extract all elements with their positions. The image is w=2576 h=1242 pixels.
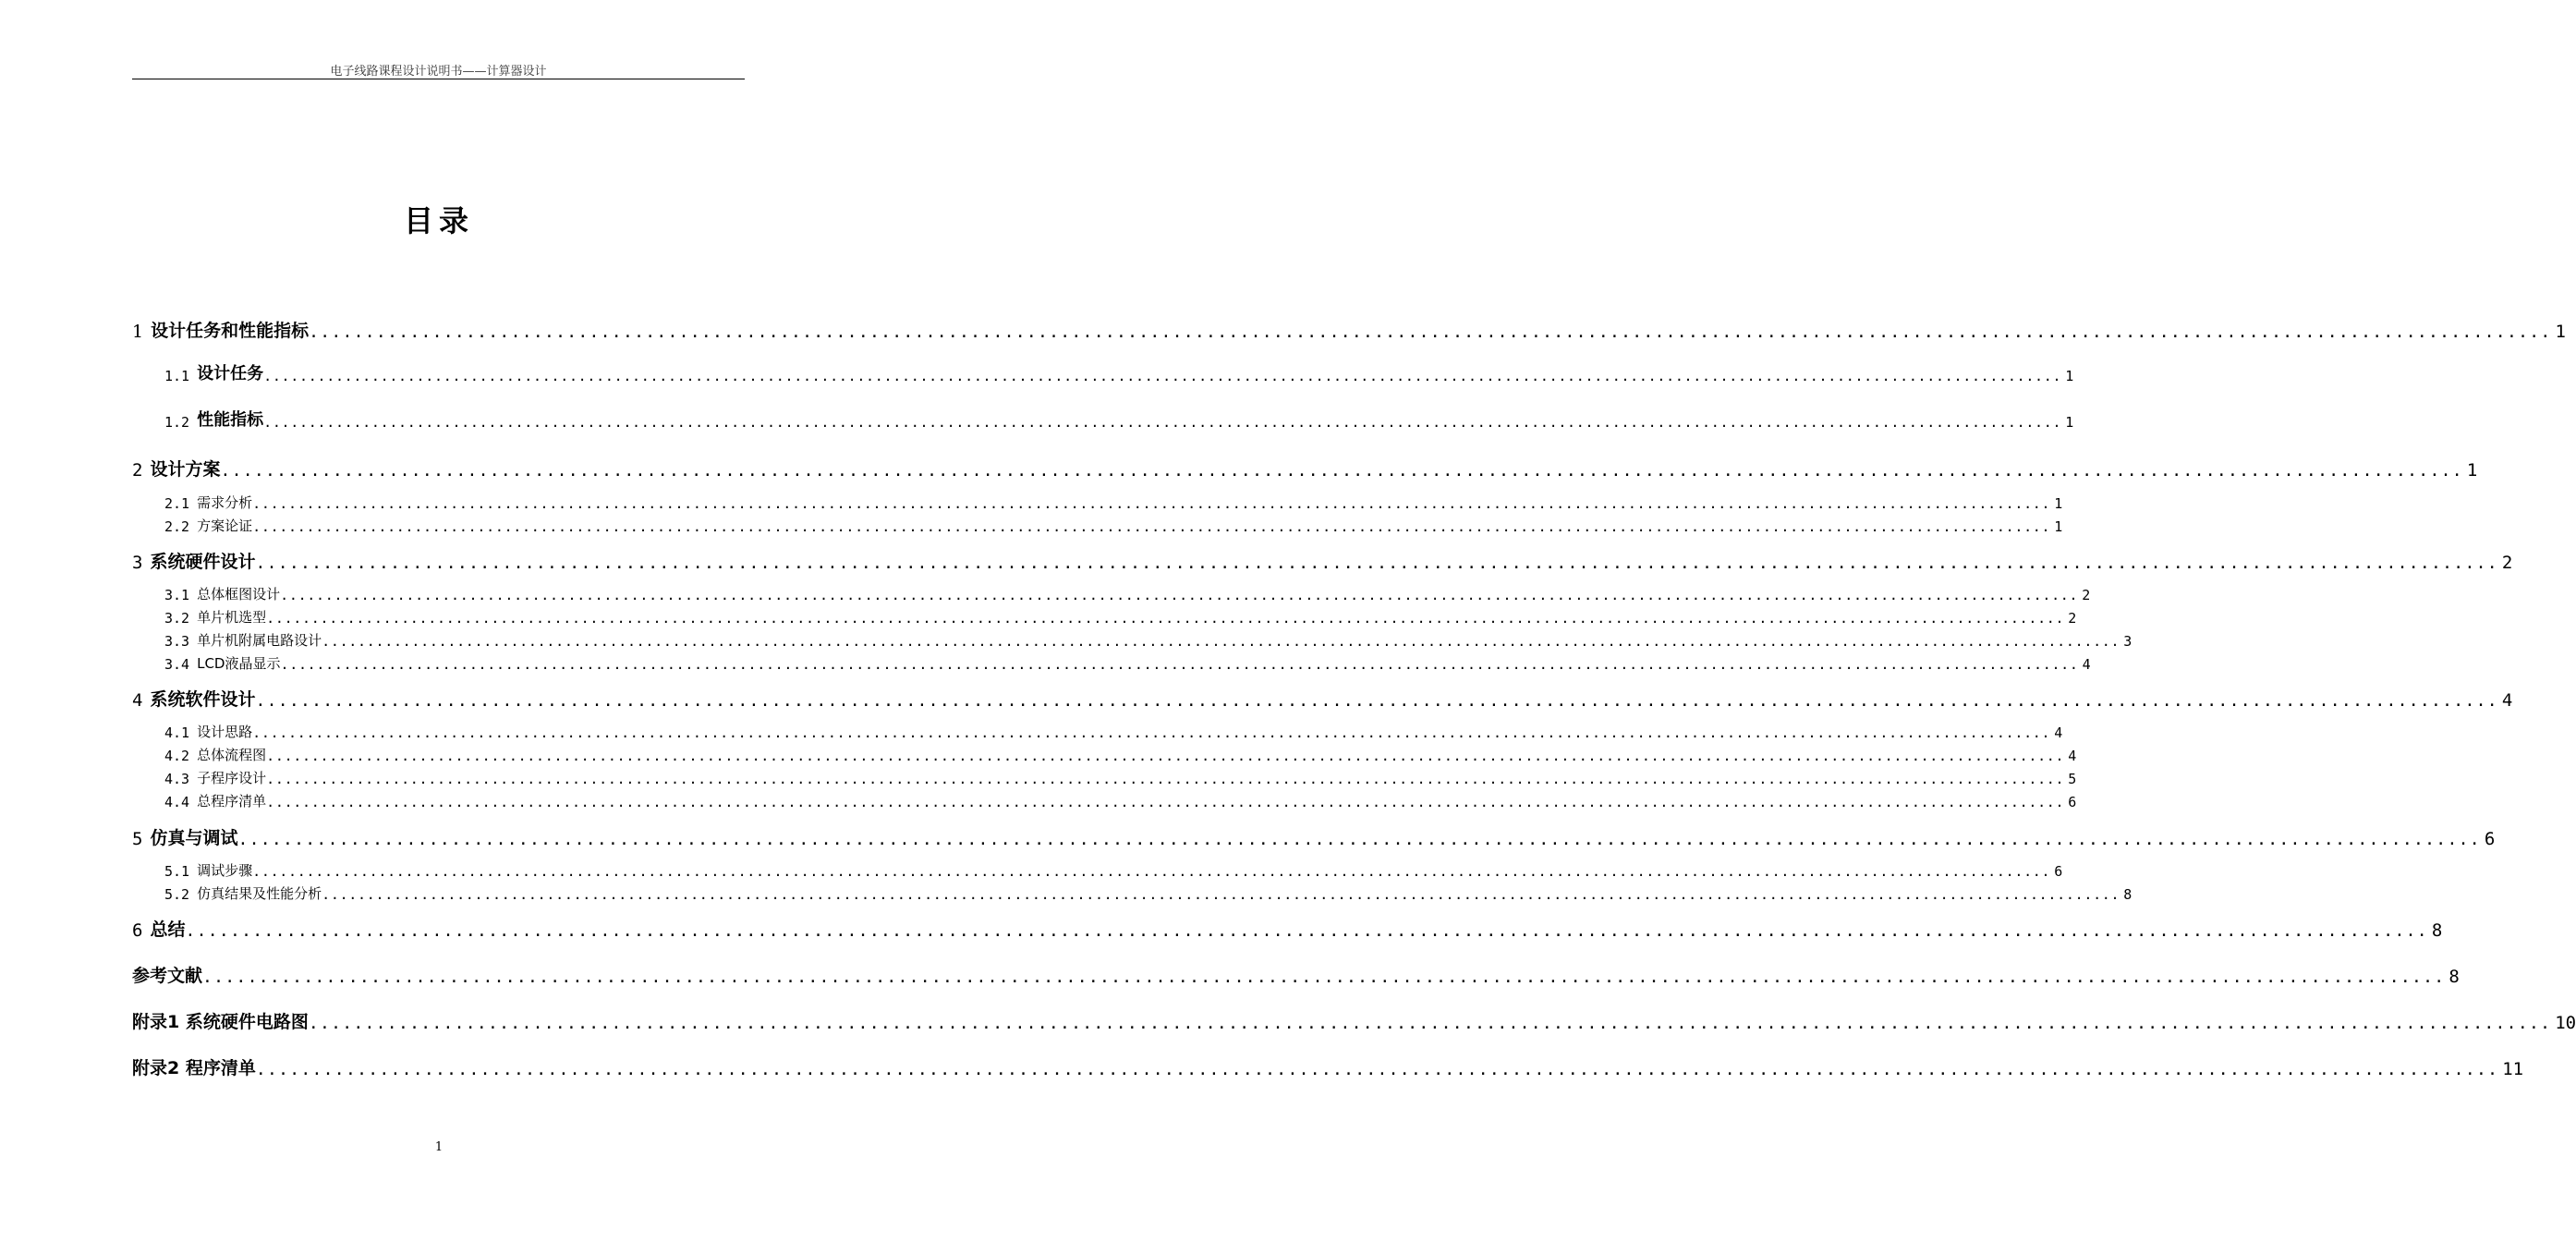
toc-entry-page: 2 bbox=[2068, 610, 2077, 627]
toc-entry-title: 设计任务 bbox=[197, 364, 264, 384]
toc-entry-number: 1.1 bbox=[164, 368, 190, 384]
toc-entry[interactable] bbox=[164, 790, 2077, 810]
toc-entry-title: 设计方案 bbox=[150, 459, 221, 480]
toc-entry-page: 8 bbox=[2123, 886, 2132, 903]
toc-entry[interactable] bbox=[132, 1053, 2524, 1079]
toc-leader-dots: ........................................................................................................................................................................................................ bbox=[322, 886, 2120, 903]
toc-entry-title: 性能指标 bbox=[197, 410, 264, 430]
toc-entry[interactable] bbox=[164, 883, 2132, 903]
toc-entry[interactable] bbox=[132, 547, 2513, 573]
toc-entry-number: 4.1 bbox=[164, 724, 190, 741]
toc-entry[interactable] bbox=[132, 1007, 2576, 1033]
toc-entry-title: 附录2 程序清单 bbox=[132, 1058, 256, 1078]
toc-entry-number: 4 bbox=[132, 690, 143, 711]
toc-entry-page: 3 bbox=[2123, 633, 2132, 650]
toc-entry-page: 1 bbox=[2054, 495, 2063, 512]
toc-leader-dots: ........................................................................................................................................................................................................ bbox=[280, 656, 2079, 673]
toc-entry[interactable] bbox=[164, 515, 2063, 535]
toc-leader-dots: ........................................................................................................................................................................................................ bbox=[202, 968, 2446, 987]
toc-entry-page: 8 bbox=[2448, 967, 2460, 987]
toc-entry-page: 4 bbox=[2501, 690, 2513, 711]
toc-entry-title: 附录1 系统硬件电路图 bbox=[132, 1012, 309, 1032]
toc-entry-page: 4 bbox=[2082, 656, 2091, 673]
toc-leader-dots: ........................................................................................................................................................................................................ bbox=[308, 1014, 2552, 1033]
toc-leader-dots: ........................................................................................................................................................................................................ bbox=[266, 794, 2065, 810]
toc-entry-title: 设计思路 bbox=[197, 724, 253, 740]
toc-entry[interactable] bbox=[132, 455, 2478, 481]
toc-entry-title: 子程序设计 bbox=[197, 770, 267, 786]
toc-entry-page: 2 bbox=[2501, 553, 2513, 573]
toc-entry[interactable] bbox=[164, 364, 2074, 384]
toc-leader-dots: ........................................................................................................................................................................................................ bbox=[237, 830, 2481, 849]
toc-leader-dots: ........................................................................................................................................................................................................ bbox=[263, 368, 2062, 384]
toc-entry[interactable] bbox=[164, 410, 2074, 431]
toc-entry-title: 方案论证 bbox=[197, 518, 253, 534]
toc-entry[interactable] bbox=[164, 652, 2091, 673]
toc-entry-page: 8 bbox=[2431, 920, 2443, 941]
toc-entry-page: 6 bbox=[2068, 794, 2077, 810]
toc-entry-number: 3.4 bbox=[164, 656, 190, 673]
toc-leader-dots: ........................................................................................................................................................................................................ bbox=[266, 610, 2065, 627]
toc-entry-page: 6 bbox=[2054, 863, 2063, 880]
toc-leader-dots: ........................................................................................................................................................................................................ bbox=[255, 1060, 2499, 1079]
toc-entry-page: 2 bbox=[2082, 587, 2091, 603]
toc-entry-title: 仿真与调试 bbox=[150, 828, 238, 848]
toc-entry-title: LCD液晶显示 bbox=[197, 655, 281, 672]
toc-entry-number: 4.2 bbox=[164, 748, 190, 764]
toc-entry-number: 2.2 bbox=[164, 518, 190, 535]
toc-entry[interactable] bbox=[132, 961, 2460, 987]
toc-entry[interactable] bbox=[132, 823, 2496, 849]
toc-entry[interactable] bbox=[164, 583, 2091, 603]
toc-entry-title: 系统硬件设计 bbox=[150, 552, 256, 572]
toc-entry-title: 总程序清单 bbox=[197, 793, 267, 810]
toc-entry-number: 1 bbox=[132, 322, 144, 342]
toc-leader-dots: ........................................................................................................................................................................................................ bbox=[252, 518, 2051, 535]
toc-entry-title: 总体流程图 bbox=[197, 747, 267, 763]
toc-entry-number: 4.3 bbox=[164, 771, 190, 787]
toc-leader-dots: ........................................................................................................................................................................................................ bbox=[185, 921, 2428, 941]
toc-entry[interactable] bbox=[164, 629, 2132, 650]
toc-entry[interactable] bbox=[164, 744, 2077, 764]
toc-entry[interactable] bbox=[164, 606, 2077, 627]
toc-leader-dots: ........................................................................................................................................................................................................ bbox=[252, 863, 2051, 880]
toc-entry[interactable] bbox=[132, 915, 2443, 941]
toc-entry-title: 总结 bbox=[150, 919, 186, 940]
toc-entry-title: 单片机附属电路设计 bbox=[197, 632, 322, 649]
running-header: 电子线路课程设计说明书——计算器设计 bbox=[330, 65, 547, 79]
toc-entry-number: 2 bbox=[132, 460, 143, 481]
toc-leader-dots: ........................................................................................................................................................................................................ bbox=[322, 633, 2120, 650]
toc-entry[interactable] bbox=[164, 859, 2063, 880]
toc-entry[interactable] bbox=[132, 316, 2566, 342]
toc-entry-page: 1 bbox=[2054, 518, 2063, 535]
toc-entry-title: 需求分析 bbox=[197, 494, 253, 511]
toc-leader-dots: ........................................................................................................................................................................................................ bbox=[255, 691, 2498, 711]
toc-leader-dots: ........................................................................................................................................................................................................ bbox=[309, 323, 2552, 342]
page-title: 目录 bbox=[403, 203, 474, 238]
toc-entry-title: 单片机选型 bbox=[197, 609, 267, 626]
toc-entry-title: 设计任务和性能指标 bbox=[151, 321, 310, 341]
toc-entry-title: 参考文献 bbox=[132, 966, 203, 986]
toc-leader-dots: ........................................................................................................................................................................................................ bbox=[266, 748, 2065, 764]
toc-leader-dots: ........................................................................................................................................................................................................ bbox=[252, 724, 2051, 741]
toc-entry-number: 1.2 bbox=[164, 414, 190, 431]
toc-leader-dots: ........................................................................................................................................................................................................ bbox=[263, 414, 2062, 431]
toc-leader-dots: ........................................................................................................................................................................................................ bbox=[266, 771, 2065, 787]
toc-leader-dots: ........................................................................................................................................................................................................ bbox=[220, 461, 2463, 481]
toc-entry[interactable] bbox=[132, 685, 2513, 711]
toc-entry-title: 调试步骤 bbox=[197, 862, 253, 879]
toc-entry-page: 6 bbox=[2484, 829, 2496, 849]
toc-entry-number: 3 bbox=[132, 553, 143, 573]
toc-entry[interactable] bbox=[164, 721, 2063, 741]
toc-entry-number: 3.2 bbox=[164, 610, 190, 627]
toc-entry-number: 5 bbox=[132, 829, 143, 849]
toc-entry-page: 5 bbox=[2068, 771, 2077, 787]
toc-entry-title: 总体框图设计 bbox=[197, 586, 281, 603]
page-number: 1 bbox=[434, 1140, 444, 1154]
toc-entry-title: 仿真结果及性能分析 bbox=[197, 885, 322, 902]
toc-leader-dots: ........................................................................................................................................................................................................ bbox=[280, 587, 2079, 603]
toc-entry-number: 5.2 bbox=[164, 886, 190, 903]
toc-entry-number: 6 bbox=[132, 920, 143, 941]
toc-entry[interactable] bbox=[164, 492, 2063, 512]
toc-leader-dots: ........................................................................................................................................................................................................ bbox=[252, 495, 2051, 512]
toc-entry-number: 4.4 bbox=[164, 794, 190, 810]
toc-entry-title: 系统软件设计 bbox=[150, 689, 256, 710]
toc-entry-page: 11 bbox=[2502, 1059, 2524, 1079]
toc-entry[interactable] bbox=[164, 767, 2077, 787]
toc-entry-page: 1 bbox=[2065, 368, 2074, 384]
toc-entry-number: 3.1 bbox=[164, 587, 190, 603]
toc-entry-page: 1 bbox=[2065, 414, 2074, 431]
toc-entry-page: 4 bbox=[2068, 748, 2077, 764]
toc-entry-page: 1 bbox=[2555, 322, 2566, 342]
toc-entry-page: 4 bbox=[2054, 724, 2063, 741]
toc-entry-page: 1 bbox=[2466, 460, 2478, 481]
toc-entry-number: 2.1 bbox=[164, 495, 190, 512]
toc-entry-page: 10 bbox=[2555, 1013, 2576, 1033]
toc-leader-dots: ........................................................................................................................................................................................................ bbox=[255, 554, 2498, 573]
toc-entry-number: 3.3 bbox=[164, 633, 190, 650]
toc-entry-number: 5.1 bbox=[164, 863, 190, 880]
